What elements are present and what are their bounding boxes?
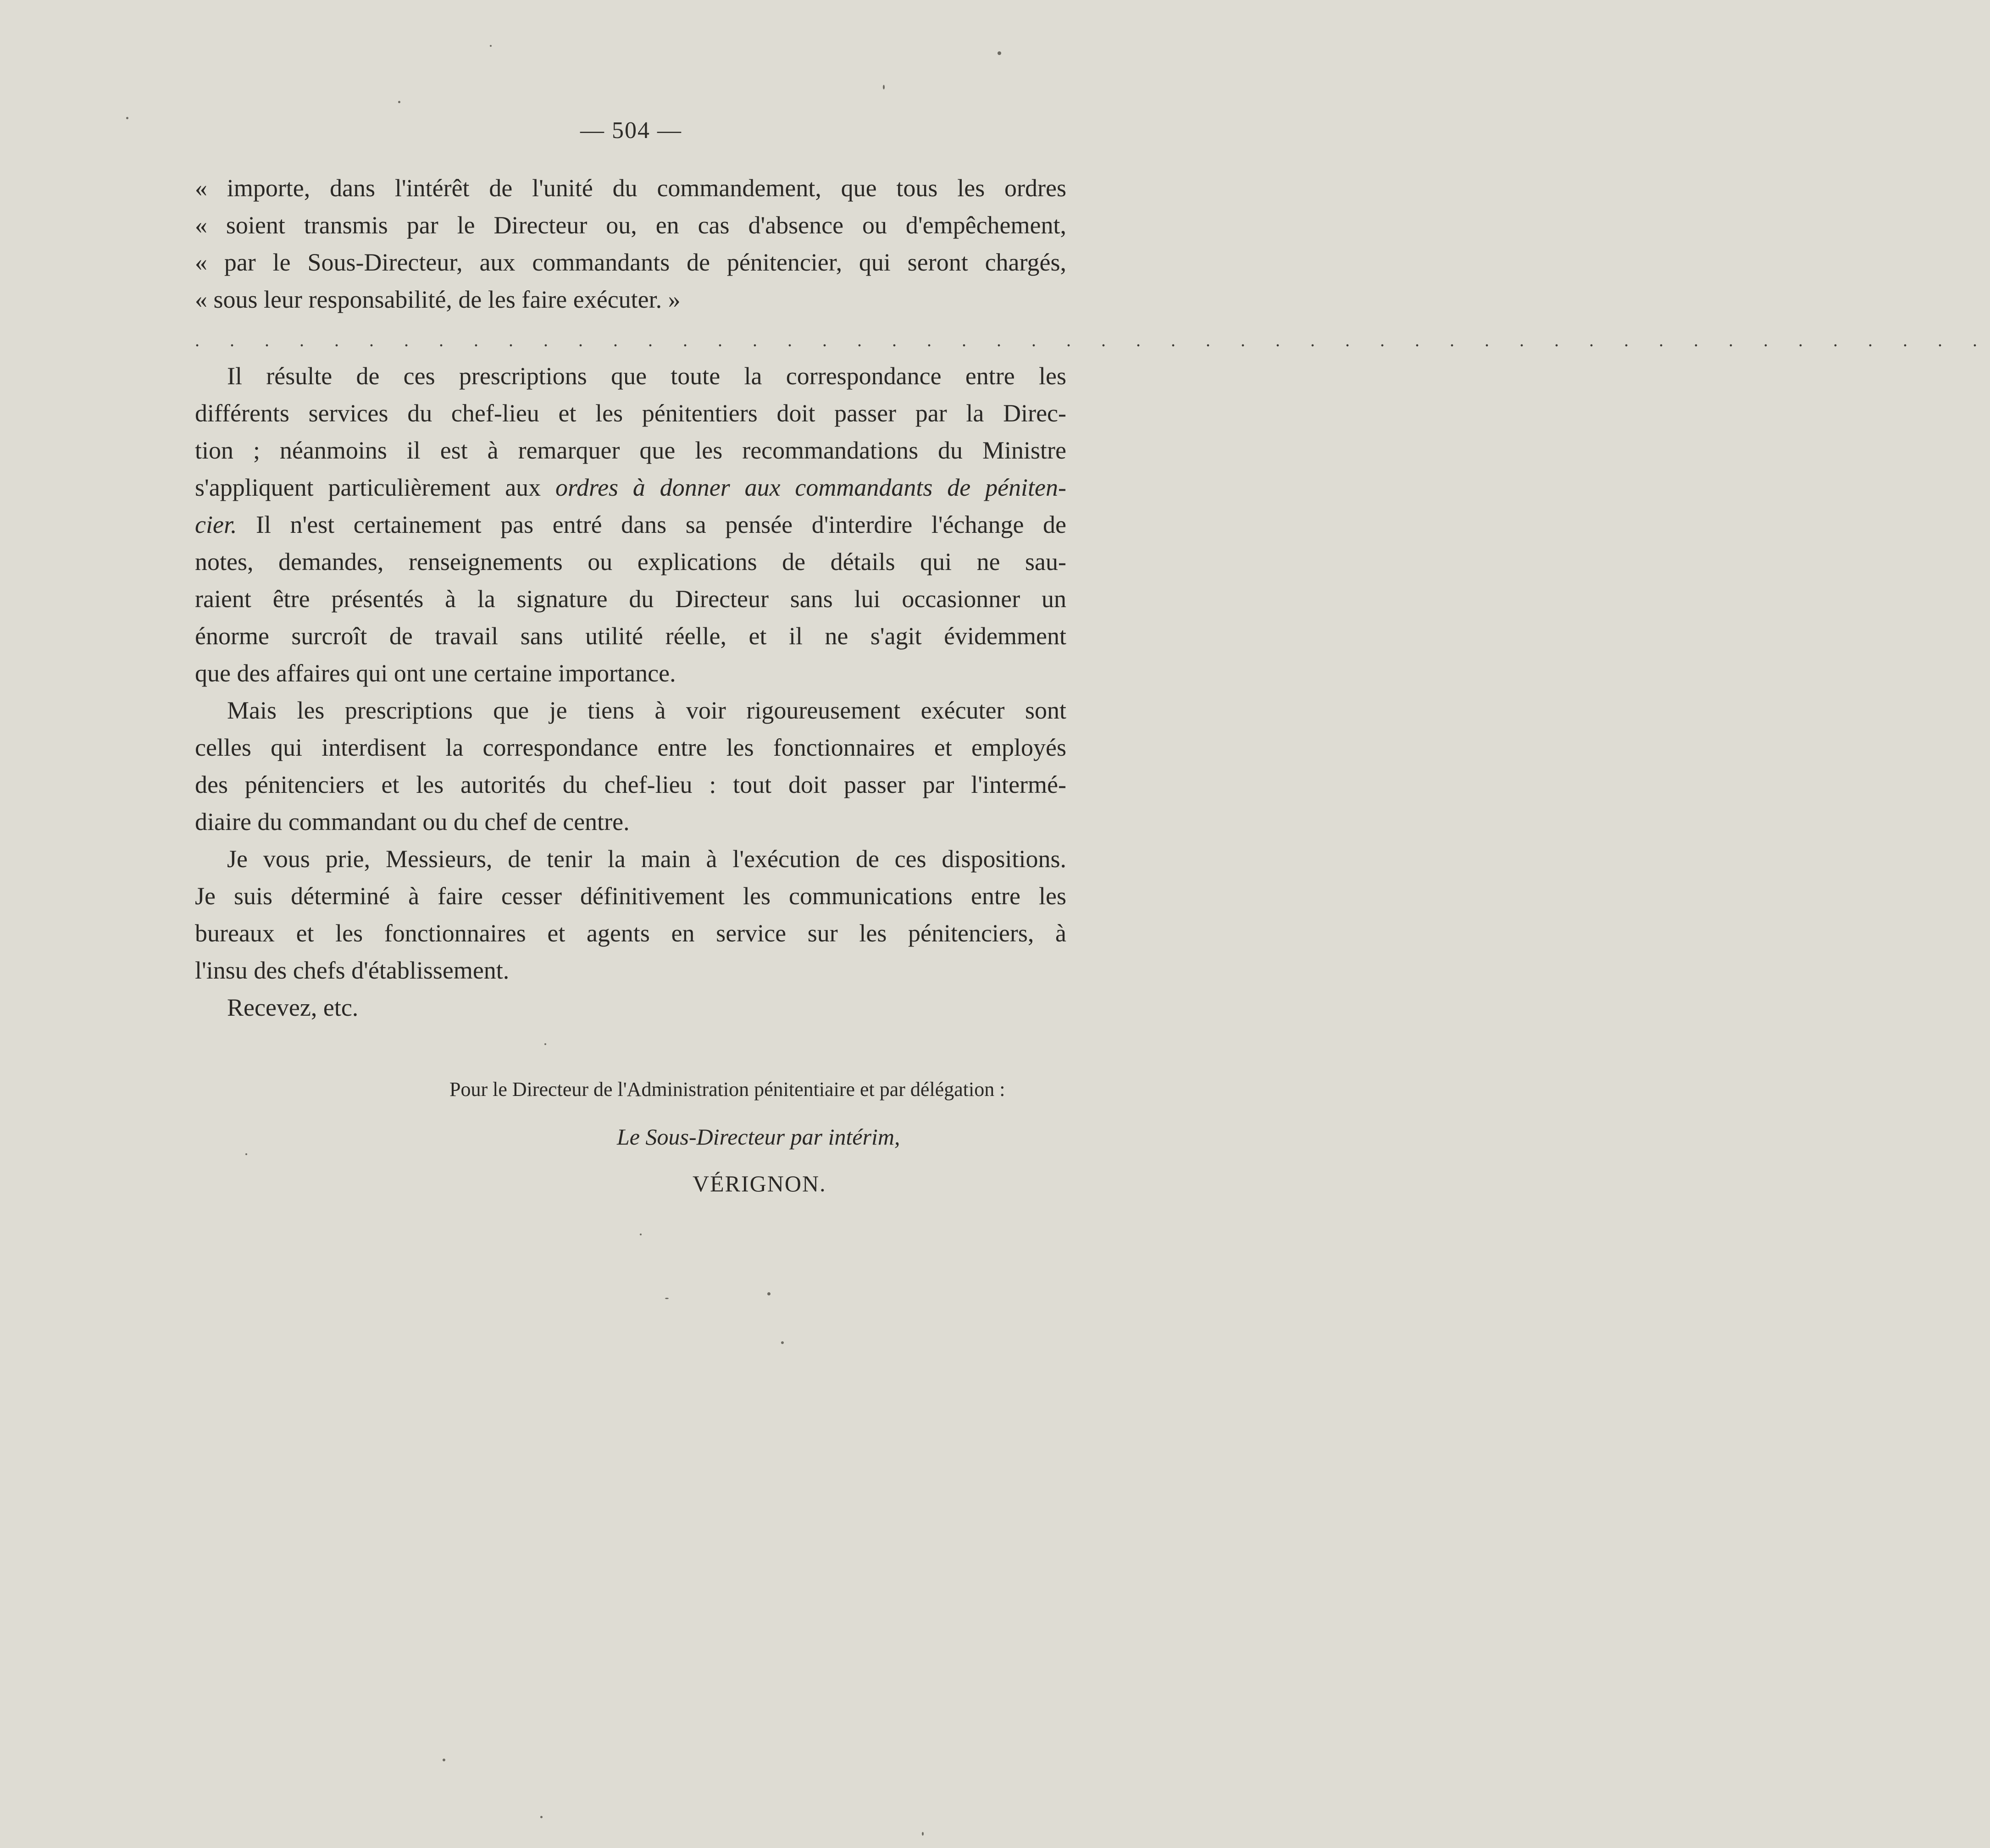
paper-speck	[998, 51, 1001, 55]
paragraph-line: celles qui interdisent la correspondance entre les fonctionnaires et employés	[195, 734, 1066, 761]
closing-formula: Recevez, etc.	[227, 994, 359, 1021]
signature-delegation: Pour le Directeur de l'Administration pénitentiaire et par délégation :	[449, 1078, 1005, 1101]
paragraph-line	[195, 469, 1066, 506]
quote-line: « importe, dans l'intérêt de l'unité du commandement, que tous les ordres	[195, 174, 1066, 202]
paragraph-line: Mais les prescriptions que je tiens à voir rigoureusement exécuter sont	[227, 697, 1066, 724]
body-text	[195, 358, 1066, 1026]
paragraph-line: bureaux et les fonctionnaires et agents en service sur les pénitenciers, à	[195, 919, 1066, 947]
quote-line: « soient transmis par le Directeur ou, en cas d'absence ou d'empêchement,	[195, 211, 1066, 239]
paragraph-line: notes, demandes, renseignements ou explications de détails qui ne sau-	[195, 548, 1066, 575]
paper-speck	[544, 1043, 546, 1045]
paper-speck	[922, 1832, 924, 1836]
paper-speck	[443, 1759, 445, 1761]
paragraph-line: Il résulte de ces prescriptions que toute la correspondance entre les	[227, 362, 1066, 390]
paper-speck	[245, 1153, 247, 1155]
paper-speck	[883, 85, 885, 89]
paragraph-line: diaire du commandant ou du chef de centre.	[195, 808, 630, 835]
paragraph-line: tion ; néanmoins il est à remarquer que les recommandations du Ministre	[195, 437, 1066, 464]
paper-speck	[490, 45, 492, 47]
quote-line: « sous leur responsabilité, de les faire exécuter. »	[195, 286, 681, 313]
page-number: — 504 —	[580, 117, 682, 144]
paragraph-line: différents services du chef-lieu et les pénitentiers doit passer par la Direc-	[195, 399, 1066, 427]
paper-speck	[126, 117, 128, 119]
quote-block	[195, 170, 1066, 318]
paragraph-line: Je suis déterminé à faire cesser définitivement les communications entre les	[195, 882, 1066, 910]
italic-phrase: ordres à donner aux commandants de péniten-	[555, 474, 1066, 501]
paragraph-line: Je vous prie, Messieurs, de tenir la main à l'exécution de ces dispositions.	[227, 845, 1066, 873]
paragraph-text: Il n'est certainement pas entré dans sa pensée d'interdire l'échange de	[237, 511, 1066, 538]
paper-speck	[767, 1292, 771, 1295]
paragraph-line: l'insu des chefs d'établissement.	[195, 957, 510, 984]
paragraph-text: s'appliquent particulièrement aux	[195, 474, 556, 501]
paragraph-line: raient être présentés à la signature du Directeur sans lui occasionner un	[195, 585, 1066, 613]
ellipsis-separator: . . . . . . . . . . . . . . . . . . . . . . . . . . . . . . . . . . . . . . . . . . . . . . . . . . . .	[195, 330, 1990, 350]
signature-name: VÉRIGNON.	[693, 1171, 826, 1196]
paragraph-line: que des affaires qui ont une certaine importance.	[195, 659, 676, 687]
paper-speck	[540, 1816, 543, 1818]
paper-speck	[781, 1341, 784, 1344]
paper-speck	[398, 101, 400, 103]
quote-line: « par le Sous-Directeur, aux commandants de pénitencier, qui seront chargés,	[195, 249, 1066, 276]
italic-phrase: cier.	[195, 511, 237, 538]
signature-title: Le Sous-Directeur par intérim,	[617, 1124, 900, 1150]
paper-speck	[665, 1298, 669, 1299]
paper-speck	[640, 1234, 642, 1235]
paragraph-line	[195, 506, 1066, 543]
paragraph-line: énorme surcroît de travail sans utilité réelle, et il ne s'agit évidemment	[195, 622, 1066, 650]
paragraph-line: des pénitenciers et les autorités du chef-lieu : tout doit passer par l'intermé-	[195, 771, 1066, 798]
